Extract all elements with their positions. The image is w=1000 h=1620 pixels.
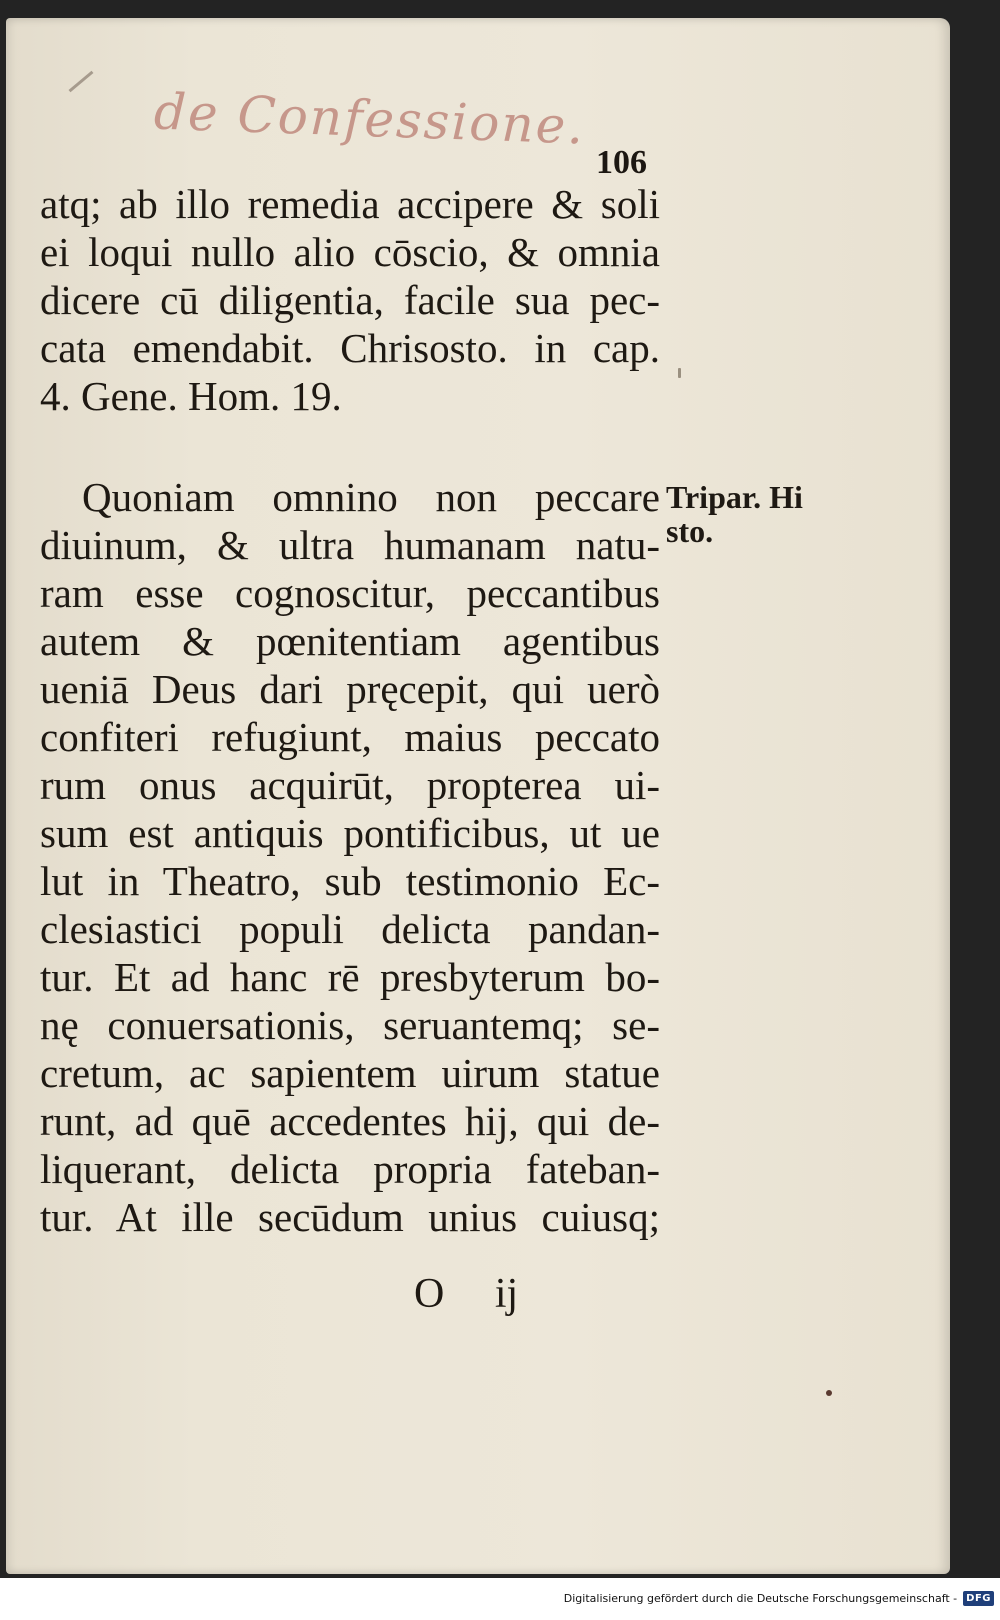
text-line: confiteri refugiunt, maius peccato bbox=[40, 714, 660, 760]
text-line: cata emendabit. Chrisosto. in cap. bbox=[40, 325, 660, 371]
text-line: ei loqui nullo alio cōscio, & omnia bbox=[40, 229, 660, 275]
text-line: rum onus acquirūt, propterea ui- bbox=[40, 762, 660, 808]
marginal-note-line: sto. bbox=[666, 513, 714, 549]
signature-numeral: ij bbox=[494, 1271, 519, 1317]
folio-number: 106 bbox=[596, 144, 647, 181]
text-line: dicere cū diligentia, facile sua pec- bbox=[40, 277, 660, 323]
signature-mark bbox=[414, 1270, 518, 1318]
paragraph-2 bbox=[40, 473, 660, 1241]
marginal-note-line: Tripar. Hi bbox=[666, 479, 803, 515]
text-line: Quoniam omnino non peccare bbox=[82, 474, 660, 520]
text-line: clesiastici populi delicta pandan- bbox=[40, 906, 660, 952]
ink-speck bbox=[826, 1390, 832, 1396]
text-line: autem & pœnitentiam agentibus bbox=[40, 618, 660, 664]
text-line: sum est antiquis pontificibus, ut ue bbox=[40, 810, 660, 856]
book-page bbox=[6, 18, 950, 1574]
text-line: tur. Et ad hanc rē presbyterum bo- bbox=[40, 954, 660, 1000]
credit-text: Digitalisierung gefördert durch die Deutsche Forschungsgemeinschaft - bbox=[563, 1591, 958, 1605]
text-line: atq; ab illo remedia accipere & soli bbox=[40, 181, 660, 227]
text-line: nę conuersationis, seruantemq; se- bbox=[40, 1002, 660, 1048]
dfg-logo: DFG bbox=[963, 1591, 994, 1606]
signature-letter: O bbox=[414, 1271, 445, 1317]
pencil-mark bbox=[69, 71, 94, 93]
text-line: ram esse cognoscitur, peccantibus bbox=[40, 570, 660, 616]
text-line: liquerant, delicta propria fateban- bbox=[40, 1146, 660, 1192]
paragraph-1 bbox=[40, 180, 660, 420]
text-line: tur. At ille secūdum unius cuiusq; bbox=[40, 1194, 660, 1240]
text-line: runt, ad quē accedentes hij, qui de- bbox=[40, 1098, 660, 1144]
paper-blemish bbox=[678, 368, 681, 378]
handwritten-annotation: de Confessione. bbox=[153, 82, 587, 156]
digitization-credit bbox=[564, 1578, 994, 1618]
marginal-note bbox=[666, 480, 803, 548]
text-line: ueniā Deus dari pręcepit, qui uerò bbox=[40, 666, 660, 712]
text-line: diuinum, & ultra humanam natu- bbox=[40, 522, 660, 568]
text-line: cretum, ac sapientem uirum statue bbox=[40, 1050, 660, 1096]
text-line: lut in Theatro, sub testimonio Ec- bbox=[40, 858, 660, 904]
text-line: 4. Gene. Hom. 19. bbox=[40, 373, 342, 419]
